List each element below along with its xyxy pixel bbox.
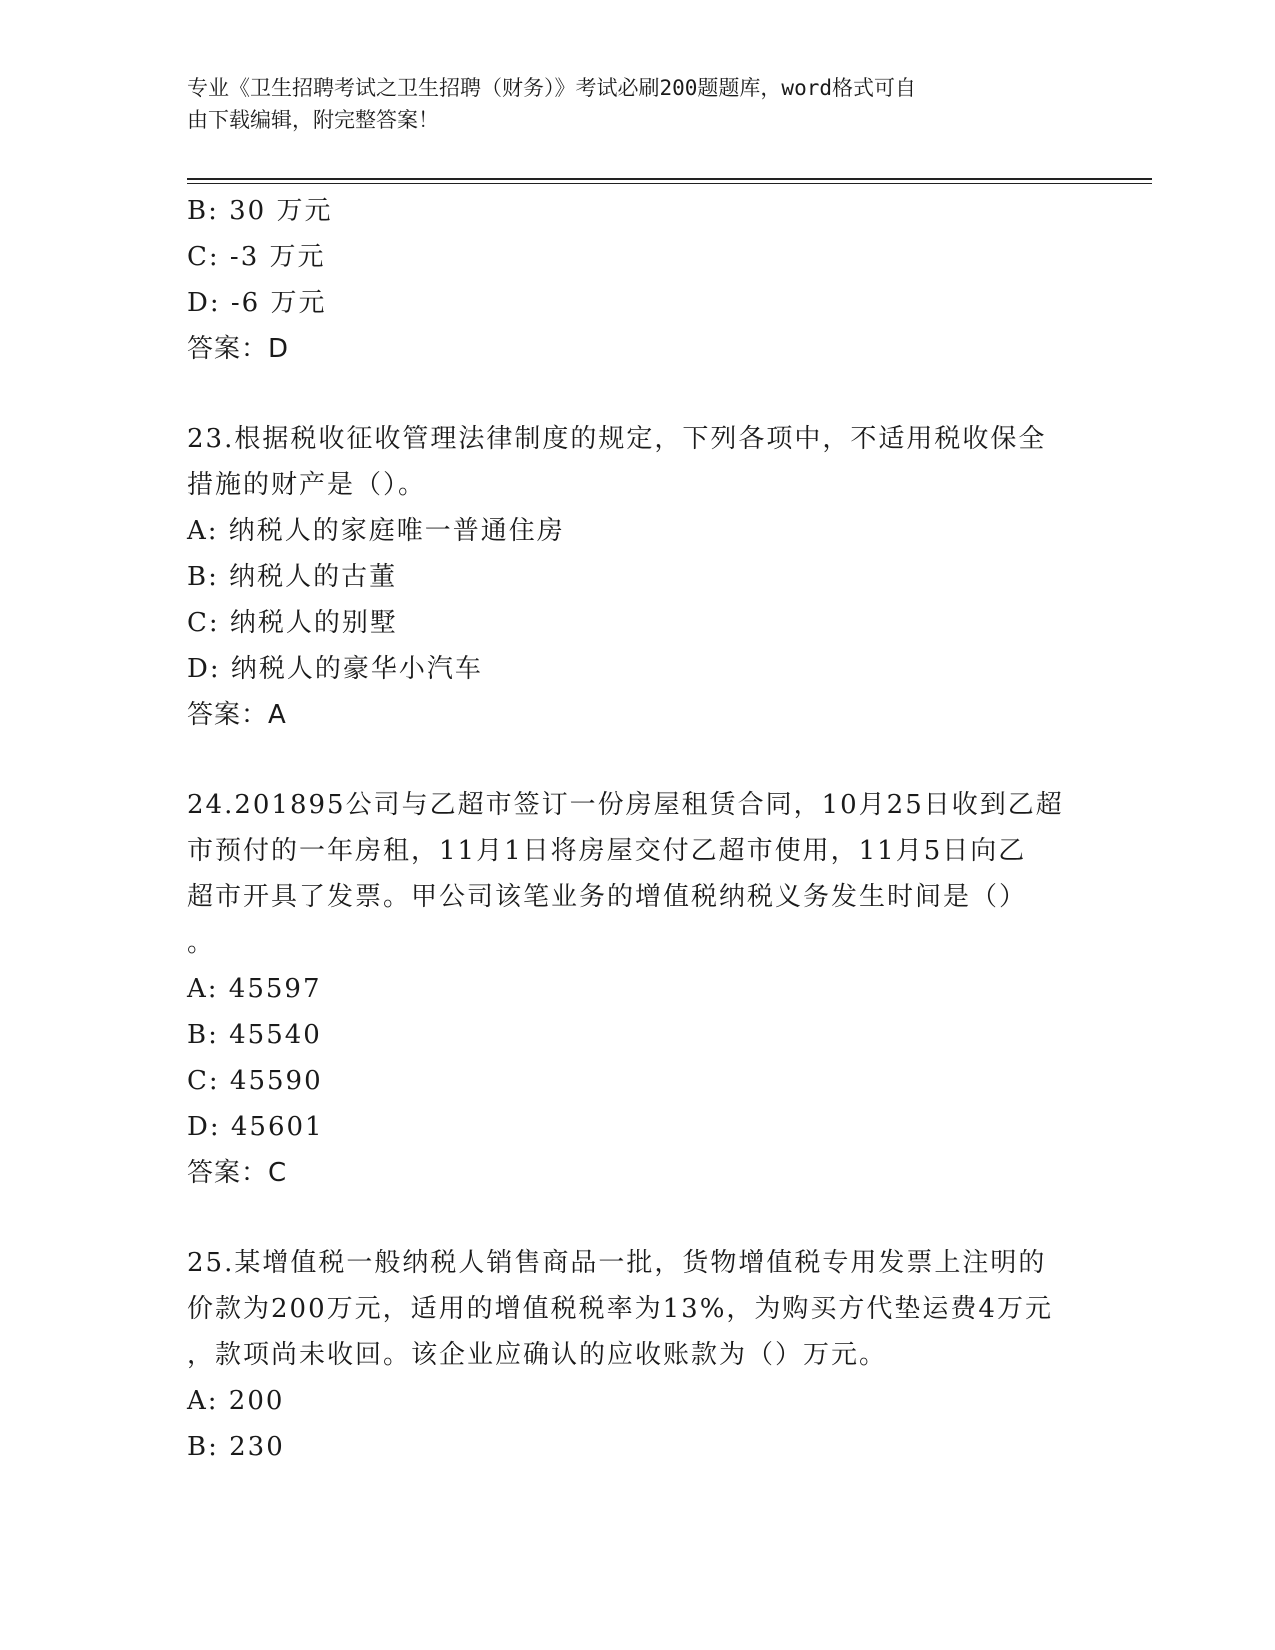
question-text-line: 24.201895公司与乙超市签订一份房屋租赁合同，10月25日收到乙超 xyxy=(187,790,1064,820)
header-divider-thin xyxy=(187,183,1152,184)
option-c: C: 45590 xyxy=(187,1066,323,1096)
option-b: B: 纳税人的古董 xyxy=(187,562,398,592)
question-text xyxy=(187,1240,1087,1378)
option-b: B: 45540 xyxy=(187,1020,322,1050)
option-d: D: -6 万元 xyxy=(187,288,327,318)
question-text-line: 25.某增值税一般纳税人销售商品一批，货物增值税专用发票上注明的 xyxy=(187,1248,1047,1278)
question-text-line: ，款项尚未收回。该企业应确认的应收账款为（）万元。 xyxy=(187,1340,888,1370)
question-text-line: 。 xyxy=(187,928,216,958)
question-text-line: 超市开具了发票。甲公司该笔业务的增值税纳税义务发生时间是（） xyxy=(187,882,1028,912)
option-c: C: 纳税人的别墅 xyxy=(187,608,398,638)
question-text-line: 市预付的一年房租，11月1日将房屋交付乙超市使用，11月5日向乙 xyxy=(187,836,1027,866)
question-text xyxy=(187,782,1087,966)
option-d: D: 纳税人的豪华小汽车 xyxy=(187,654,483,684)
spacer xyxy=(187,738,1087,782)
spacer xyxy=(187,1196,1087,1240)
option-c: C: -3 万元 xyxy=(187,242,326,272)
answer-line: 答案：A xyxy=(187,700,287,730)
question-22-tail xyxy=(187,188,1087,372)
question-25 xyxy=(187,1240,1087,1470)
option-b: B: 230 xyxy=(187,1432,285,1462)
spacer xyxy=(187,372,1087,416)
question-text-line: 措施的财产是（）。 xyxy=(187,470,427,500)
page-header xyxy=(187,72,1067,136)
question-text-line: 23.根据税收征收管理法律制度的规定，下列各项中，不适用税收保全 xyxy=(187,424,1047,454)
question-text xyxy=(187,416,1087,508)
option-a: A: 45597 xyxy=(187,974,322,1004)
header-line-2: 由下载编辑，附完整答案！ xyxy=(187,108,439,132)
question-23 xyxy=(187,416,1087,738)
option-a: A: 纳税人的家庭唯一普通住房 xyxy=(187,516,565,546)
option-d: D: 45601 xyxy=(187,1112,324,1142)
question-24 xyxy=(187,782,1087,1196)
header-divider-thick xyxy=(187,178,1152,180)
question-list xyxy=(187,188,1087,1470)
option-b: B: 30 万元 xyxy=(187,196,333,226)
header-line-1: 专业《卫生招聘考试之卫生招聘（财务）》考试必刷200题题库，word格式可自 xyxy=(187,76,916,100)
option-a: A: 200 xyxy=(187,1386,285,1416)
answer-line: 答案：C xyxy=(187,1158,288,1188)
question-text-line: 价款为200万元，适用的增值税税率为13%，为购买方代垫运费4万元 xyxy=(187,1294,1053,1324)
answer-line: 答案：D xyxy=(187,334,290,364)
